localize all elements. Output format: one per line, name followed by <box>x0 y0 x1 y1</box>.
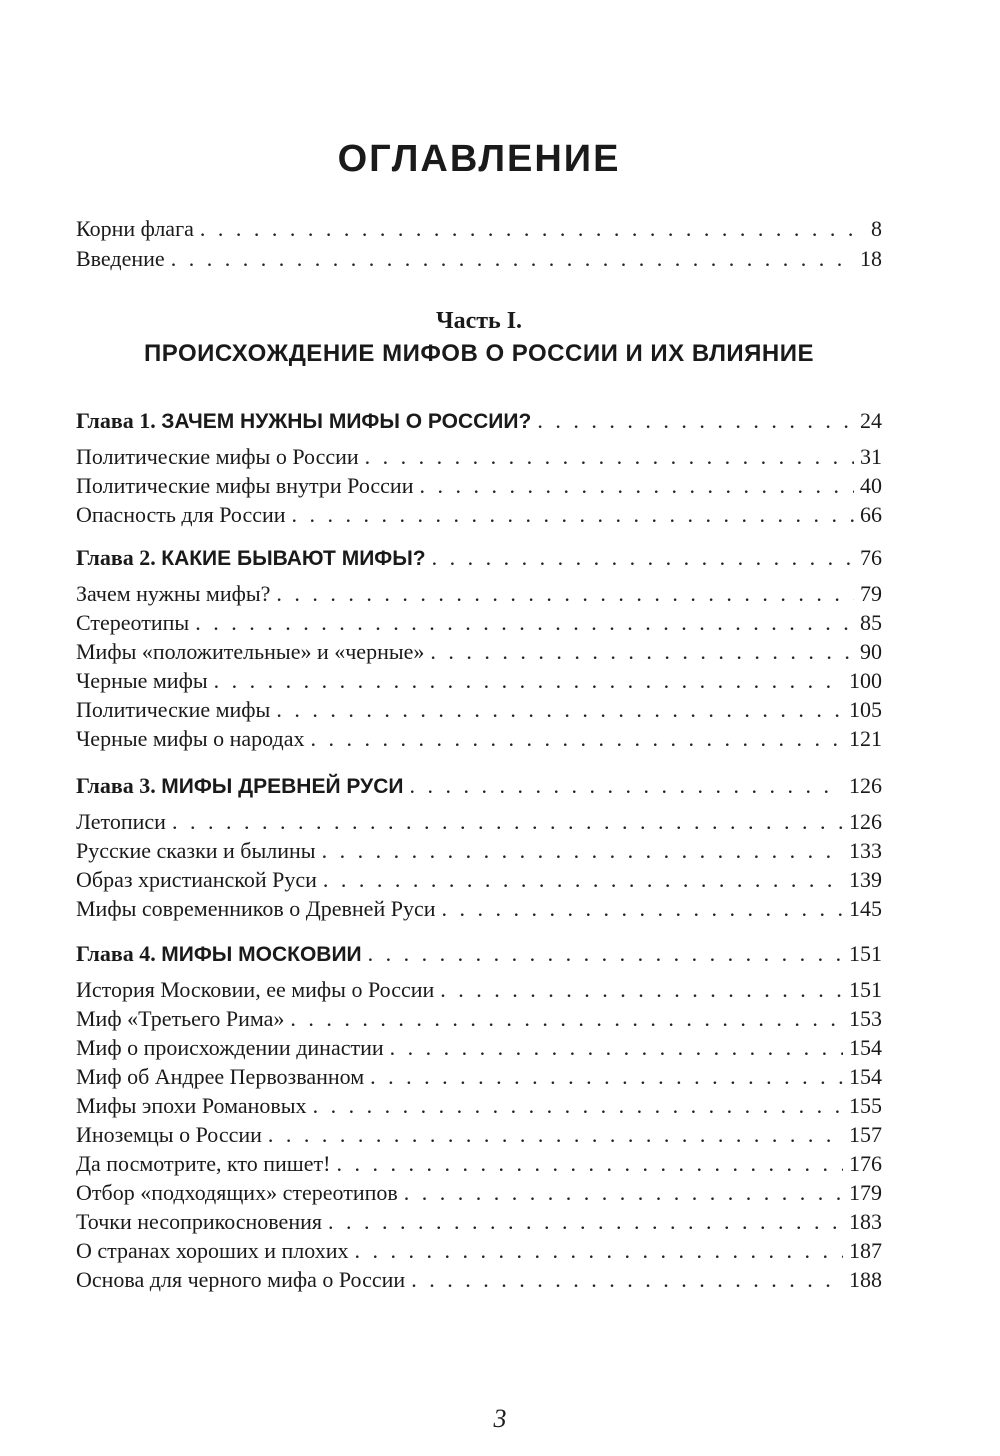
leader-dots <box>390 1034 843 1062</box>
leader-dots <box>268 1121 843 1149</box>
toc-entry-page: 100 <box>849 668 882 693</box>
toc-entry-page: 157 <box>849 1122 882 1147</box>
toc-entry[interactable] <box>76 1063 882 1091</box>
toc-entry-page: 133 <box>849 838 882 863</box>
toc-entry-label: История Московии, ее мифы о России <box>76 977 435 1002</box>
toc-entry[interactable] <box>76 866 882 894</box>
toc-entry[interactable] <box>76 609 882 637</box>
toc-entry[interactable] <box>76 1208 882 1236</box>
toc-entry-label: Образ христианской Руси <box>76 867 317 892</box>
leader-dots <box>440 976 843 1004</box>
toc-entry-page: 126 <box>849 773 882 798</box>
chapter-number: Глава 4. <box>76 941 156 966</box>
leader-dots <box>292 501 854 529</box>
toc-entry[interactable] <box>76 1121 882 1149</box>
leader-dots <box>172 808 843 836</box>
leader-dots <box>328 1208 843 1236</box>
toc-entry-label: Корни флага <box>76 216 194 241</box>
toc-entry-page: 79 <box>860 581 882 606</box>
toc-entry[interactable] <box>76 443 882 471</box>
toc-entry-label: Черные мифы о народах <box>76 726 305 751</box>
leader-dots <box>370 1063 843 1091</box>
leader-dots <box>365 443 854 471</box>
toc-entry[interactable] <box>76 580 882 608</box>
leader-dots <box>419 472 854 500</box>
toc-entry[interactable] <box>76 976 882 1004</box>
toc-entry-page: 187 <box>849 1238 882 1263</box>
toc-entry-page: 18 <box>860 246 882 271</box>
leader-dots <box>432 544 854 572</box>
toc-entry-label: Отбор «подходящих» стереотипов <box>76 1180 398 1205</box>
toc-entry[interactable] <box>76 472 882 500</box>
toc-chapter-3[interactable] <box>76 772 882 800</box>
toc-entry-label: Политические мифы <box>76 697 271 722</box>
toc-entry-label: Мифы современников о Древней Руси <box>76 896 436 921</box>
toc-entry-label: О странах хороших и плохих <box>76 1238 349 1263</box>
leader-dots <box>323 866 843 894</box>
page-title: ОГЛАВЛЕНИЕ <box>337 138 621 180</box>
toc-entry-flag-roots[interactable] <box>76 215 882 243</box>
toc-entry-page: 90 <box>860 639 882 664</box>
toc-entry[interactable] <box>76 1092 882 1120</box>
leader-dots <box>200 215 865 243</box>
toc-entry-page: 183 <box>849 1209 882 1234</box>
leader-dots <box>290 1005 843 1033</box>
toc-entry[interactable] <box>76 1005 882 1033</box>
toc-entry-page: 176 <box>849 1151 882 1176</box>
toc-entry-page: 105 <box>849 697 882 722</box>
toc-entry[interactable] <box>76 1179 882 1207</box>
toc-entry[interactable] <box>76 1034 882 1062</box>
toc-entry-page: 121 <box>849 726 882 751</box>
toc-entry-page: 31 <box>860 444 882 469</box>
toc-entry[interactable] <box>76 696 882 724</box>
toc-entry[interactable] <box>76 501 882 529</box>
toc-entry-label: Политические мифы внутри России <box>76 473 414 498</box>
toc-entry-label: Опасность для России <box>76 502 286 527</box>
toc-entry-label: Политические мифы о России <box>76 444 359 469</box>
toc-entry-page: 66 <box>860 502 882 527</box>
chapter-number: Глава 2. <box>76 545 156 570</box>
leader-dots <box>214 667 843 695</box>
part-label: Часть I. <box>435 308 523 334</box>
toc-entry-label: Иноземцы о России <box>76 1122 262 1147</box>
toc-entry-label: Стереотипы <box>76 610 190 635</box>
leader-dots <box>404 1179 843 1207</box>
leader-dots <box>354 1237 843 1265</box>
toc-entry-page: 151 <box>849 977 882 1002</box>
toc-entry[interactable] <box>76 1266 882 1294</box>
toc-entry-page: 188 <box>849 1267 882 1292</box>
toc-entry[interactable] <box>76 1150 882 1178</box>
toc-entry-page: 151 <box>849 941 882 966</box>
toc-entry-label: Зачем нужны мифы? <box>76 581 271 606</box>
toc-entry-page: 24 <box>860 408 882 433</box>
leader-dots <box>442 895 844 923</box>
leader-dots <box>195 609 854 637</box>
toc-entry[interactable] <box>76 1237 882 1265</box>
toc-entry[interactable] <box>76 895 882 923</box>
toc-entry-label: Мифы эпохи Романовых <box>76 1093 307 1118</box>
toc-entry-label: Точки несоприкосновения <box>76 1209 322 1234</box>
toc-entry[interactable] <box>76 667 882 695</box>
chapter-title: КАКИЕ БЫВАЮТ МИФЫ? <box>161 547 426 570</box>
toc-entry-page: 139 <box>849 867 882 892</box>
toc-entry-label: Да посмотрите, кто пишет! <box>76 1151 331 1176</box>
toc-entry-page: 126 <box>849 809 882 834</box>
leader-dots <box>411 1266 843 1294</box>
toc-entry-label: Русские сказки и былины <box>76 838 316 863</box>
leader-dots <box>313 1092 843 1120</box>
toc-entry-page: 154 <box>849 1064 882 1089</box>
toc-entry-page: 76 <box>860 545 882 570</box>
leader-dots <box>409 772 843 800</box>
toc-entry-page: 179 <box>849 1180 882 1205</box>
chapter-title: ЗАЧЕМ НУЖНЫ МИФЫ О РОССИИ? <box>161 410 532 433</box>
toc-entry-label: Летописи <box>76 809 166 834</box>
leader-dots <box>276 580 854 608</box>
leader-dots <box>336 1150 843 1178</box>
chapter-number: Глава 1. <box>76 408 156 433</box>
leader-dots <box>322 837 843 865</box>
leader-dots <box>310 725 843 753</box>
toc-entry[interactable] <box>76 808 882 836</box>
leader-dots <box>537 407 854 435</box>
chapter-title: МИФЫ ДРЕВНЕЙ РУСИ <box>161 775 404 798</box>
toc-entry[interactable] <box>76 638 882 666</box>
toc-entry-page: 153 <box>849 1006 882 1031</box>
toc-entry-label: Мифы «положительные» и «черные» <box>76 639 425 664</box>
toc-chapter-1[interactable] <box>76 407 882 435</box>
leader-dots <box>368 940 843 968</box>
part-title: ПРОИСХОЖДЕНИЕ МИФОВ О РОССИИ И ИХ ВЛИЯНИЕ <box>144 340 814 367</box>
toc-entry-page: 85 <box>860 610 882 635</box>
toc-entry-page: 40 <box>860 473 882 498</box>
page-number: 3 <box>493 1404 507 1433</box>
toc-entry-page: 155 <box>849 1093 882 1118</box>
chapter-number: Глава 3. <box>76 773 156 798</box>
toc-entry[interactable] <box>76 837 882 865</box>
leader-dots <box>276 696 843 724</box>
toc-entry-label: Миф «Третьего Рима» <box>76 1006 285 1031</box>
toc-entry-label: Миф об Андрее Первозванном <box>76 1064 365 1089</box>
toc-entry-label: Основа для черного мифа о России <box>76 1267 406 1292</box>
toc-chapter-4[interactable] <box>76 940 882 968</box>
toc-entry-page: 145 <box>849 896 882 921</box>
toc-entry-label: Миф о происхождении династии <box>76 1035 384 1060</box>
toc-entry-label: Черные мифы <box>76 668 208 693</box>
leader-dots <box>430 638 854 666</box>
toc-entry-page: 8 <box>871 216 882 241</box>
toc-chapter-2[interactable] <box>76 544 882 572</box>
toc-entry-introduction[interactable] <box>76 245 882 273</box>
chapter-title: МИФЫ МОСКОВИИ <box>161 943 362 966</box>
toc-entry-page: 154 <box>849 1035 882 1060</box>
leader-dots <box>171 245 854 273</box>
toc-entry-label: Введение <box>76 246 165 271</box>
toc-entry[interactable] <box>76 725 882 753</box>
